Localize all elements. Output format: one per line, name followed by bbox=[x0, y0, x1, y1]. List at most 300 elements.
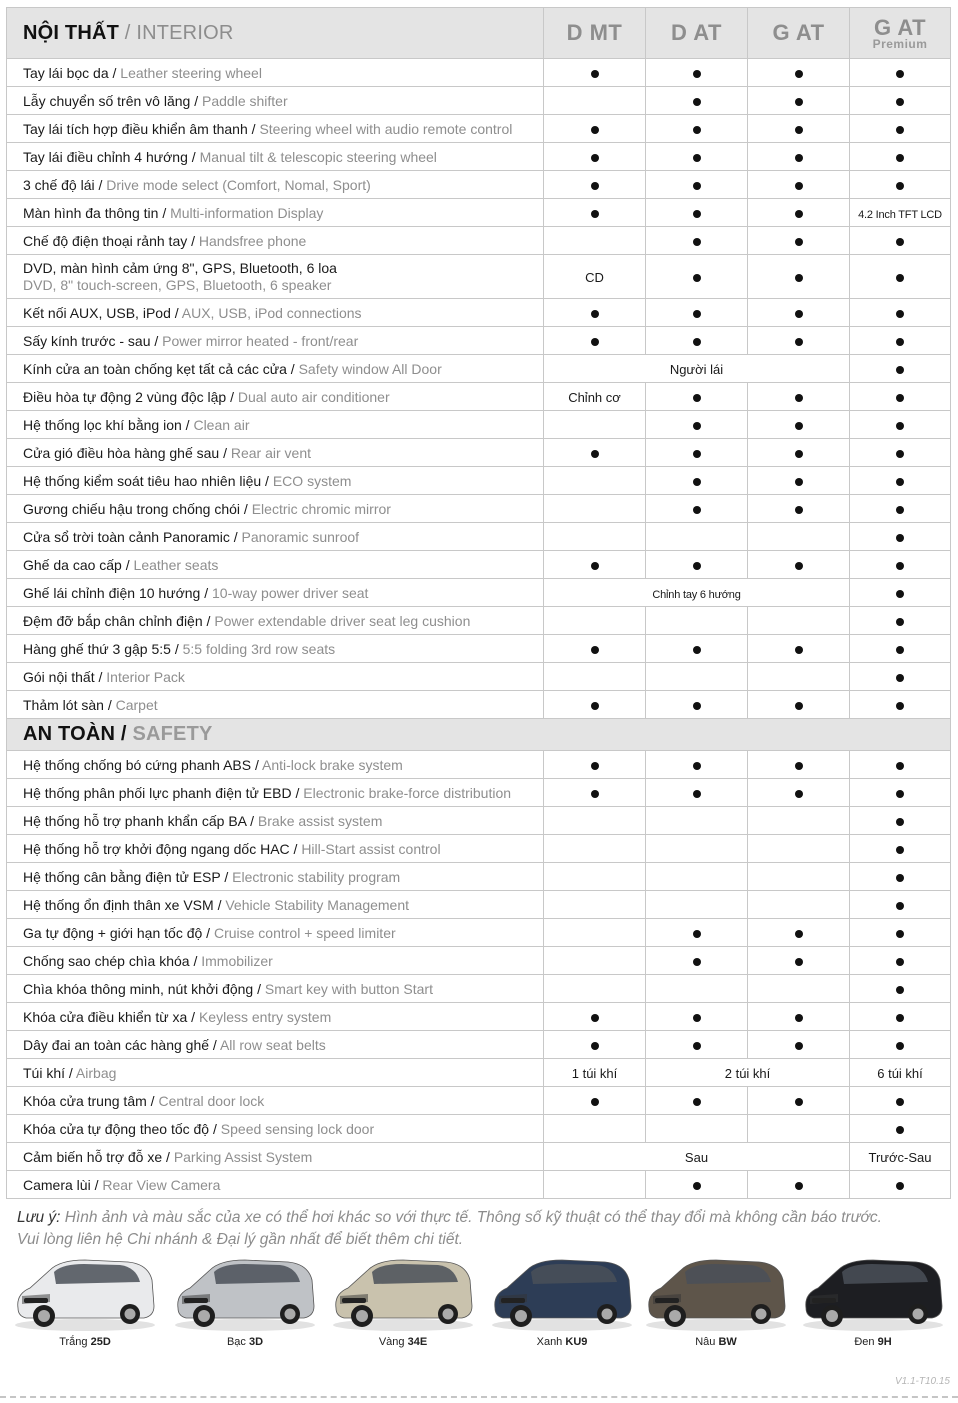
included-dot-icon bbox=[591, 646, 599, 654]
value-cell bbox=[544, 87, 646, 115]
value-cell bbox=[646, 1115, 748, 1143]
section-title-separator: / bbox=[115, 723, 133, 745]
variant-name: D AT bbox=[671, 20, 722, 45]
feature-name-en: All row seat belts bbox=[219, 1036, 326, 1053]
table-row bbox=[7, 1171, 951, 1199]
value-cell bbox=[850, 299, 951, 327]
feature-name-separator: / bbox=[94, 668, 107, 685]
feature-name bbox=[7, 255, 544, 299]
value-cell bbox=[646, 299, 748, 327]
value-cell bbox=[850, 551, 951, 579]
feature-name-en: Brake assist system bbox=[257, 812, 383, 829]
included-dot-icon bbox=[896, 902, 904, 910]
value-cell bbox=[646, 171, 748, 199]
included-dot-icon bbox=[591, 182, 599, 190]
feature-name-separator: / bbox=[162, 1148, 174, 1165]
included-dot-icon bbox=[795, 70, 803, 78]
included-dot-icon bbox=[693, 762, 701, 770]
feature-name bbox=[7, 975, 544, 1003]
value-cell bbox=[544, 115, 646, 143]
table-row bbox=[7, 835, 951, 863]
value-cell bbox=[544, 59, 646, 87]
value-cell bbox=[850, 1115, 951, 1143]
value-cell bbox=[748, 807, 850, 835]
table-row bbox=[7, 299, 951, 327]
feature-name bbox=[7, 1171, 544, 1199]
feature-name-vn: Tay lái bọc da bbox=[23, 64, 109, 81]
included-dot-icon bbox=[693, 506, 701, 514]
included-dot-icon bbox=[693, 1014, 701, 1022]
value-cell bbox=[544, 299, 646, 327]
feature-name bbox=[7, 663, 544, 691]
value-cell bbox=[544, 579, 850, 607]
value-cell bbox=[748, 327, 850, 355]
feature-name-en: Electronic brake-force distribution bbox=[303, 784, 512, 801]
value-cell bbox=[850, 171, 951, 199]
feature-name bbox=[7, 171, 544, 199]
value-cell bbox=[646, 975, 748, 1003]
included-dot-icon bbox=[693, 702, 701, 710]
car-image bbox=[10, 1250, 160, 1334]
included-dot-icon bbox=[795, 478, 803, 486]
value-cell bbox=[544, 327, 646, 355]
value-cell bbox=[544, 1143, 850, 1171]
feature-name-en: Cruise control + speed limiter bbox=[213, 924, 396, 941]
car-image bbox=[798, 1250, 948, 1334]
value-cell bbox=[850, 1003, 951, 1031]
value-cell bbox=[646, 551, 748, 579]
value-text: CD bbox=[585, 269, 604, 285]
color-option-1 bbox=[10, 1250, 160, 1350]
included-dot-icon bbox=[896, 450, 904, 458]
value-cell bbox=[544, 1059, 646, 1087]
value-cell bbox=[646, 919, 748, 947]
included-dot-icon bbox=[896, 618, 904, 626]
value-cell bbox=[850, 835, 951, 863]
feature-name-separator: / bbox=[219, 444, 231, 461]
feature-name-separator: / bbox=[202, 924, 214, 941]
table-row bbox=[7, 87, 951, 115]
table-row bbox=[7, 1031, 951, 1059]
variant-name: G AT bbox=[772, 20, 825, 45]
feature-name-separator: / bbox=[103, 696, 116, 713]
value-cell bbox=[544, 1171, 646, 1199]
feature-name-separator: / bbox=[189, 952, 202, 969]
table-row bbox=[7, 579, 951, 607]
color-option-6 bbox=[798, 1250, 948, 1350]
value-text: Chỉnh tay 6 hướng bbox=[652, 588, 741, 601]
feature-name-separator: / bbox=[170, 640, 183, 657]
section-title-vn: NỘI THẤT bbox=[23, 21, 120, 44]
value-cell bbox=[748, 227, 850, 255]
value-cell bbox=[646, 523, 748, 551]
value-cell bbox=[748, 411, 850, 439]
included-dot-icon bbox=[591, 338, 599, 346]
feature-name-vn: Kính cửa an toàn chống kẹt tất cả các cửa bbox=[23, 360, 287, 377]
feature-name-en: Immobilizer bbox=[201, 952, 273, 969]
table-row bbox=[7, 59, 951, 87]
table-row bbox=[7, 1059, 951, 1087]
included-dot-icon bbox=[795, 450, 803, 458]
feature-name-vn: Chìa khóa thông minh, nút khởi động bbox=[23, 980, 254, 997]
included-dot-icon bbox=[795, 1042, 803, 1050]
included-dot-icon bbox=[896, 590, 904, 598]
included-dot-icon bbox=[693, 338, 701, 346]
value-cell bbox=[544, 691, 646, 719]
feature-name-separator: / bbox=[187, 232, 199, 249]
included-dot-icon bbox=[693, 154, 701, 162]
value-cell bbox=[748, 863, 850, 891]
color-label bbox=[170, 1336, 320, 1348]
value-cell bbox=[850, 1059, 951, 1087]
feature-name-separator: / bbox=[261, 472, 273, 489]
feature-name-vn: Điều hòa tự động 2 vùng độc lập bbox=[23, 388, 227, 405]
value-cell bbox=[544, 1031, 646, 1059]
color-label bbox=[10, 1336, 160, 1348]
table-row bbox=[7, 691, 951, 719]
included-dot-icon bbox=[591, 1014, 599, 1022]
value-cell bbox=[544, 947, 646, 975]
feature-name-vn: Gói nội thất bbox=[23, 668, 95, 685]
feature-name-vn: Hệ thống chống bó cứng phanh ABS bbox=[23, 756, 252, 773]
color-label bbox=[641, 1336, 791, 1348]
section-header-2 bbox=[7, 719, 951, 751]
value-cell bbox=[850, 227, 951, 255]
feature-name-en: Electric chromic mirror bbox=[251, 500, 391, 517]
color-name: Trắng bbox=[59, 1336, 88, 1348]
value-cell bbox=[544, 807, 646, 835]
value-cell bbox=[646, 87, 748, 115]
included-dot-icon bbox=[591, 1042, 599, 1050]
included-dot-icon bbox=[896, 534, 904, 542]
included-dot-icon bbox=[693, 562, 701, 570]
feature-name bbox=[7, 1003, 544, 1031]
included-dot-icon bbox=[896, 986, 904, 994]
included-dot-icon bbox=[795, 338, 803, 346]
feature-name-separator: / bbox=[200, 584, 213, 601]
value-cell bbox=[544, 779, 646, 807]
feature-name-vn: Tay lái điều chỉnh 4 hướng bbox=[23, 148, 188, 165]
value-cell bbox=[748, 691, 850, 719]
table-row bbox=[7, 199, 951, 227]
value-cell bbox=[850, 919, 951, 947]
feature-name-en: Rear air vent bbox=[230, 444, 312, 461]
value-cell bbox=[748, 975, 850, 1003]
feature-name-en: Vehicle Stability Management bbox=[225, 896, 410, 913]
included-dot-icon bbox=[795, 394, 803, 402]
value-cell bbox=[850, 1031, 951, 1059]
feature-name-vn: Khóa cửa tự động theo tốc độ bbox=[23, 1120, 210, 1137]
color-name: Đen bbox=[854, 1336, 875, 1348]
table-row bbox=[7, 255, 951, 299]
feature-name-separator: / bbox=[65, 1064, 76, 1081]
feature-name-en: Multi-information Display bbox=[170, 204, 324, 221]
feature-name-vn: Hệ thống lọc khí bằng ion bbox=[23, 416, 182, 433]
feature-name-separator: / bbox=[150, 332, 163, 349]
table-row bbox=[7, 143, 951, 171]
included-dot-icon bbox=[795, 210, 803, 218]
value-cell bbox=[850, 467, 951, 495]
table-row bbox=[7, 1143, 951, 1171]
feature-name-en: Electronic stability program bbox=[232, 868, 401, 885]
included-dot-icon bbox=[795, 98, 803, 106]
value-cell bbox=[850, 255, 951, 299]
color-name: Bạc bbox=[226, 1336, 246, 1348]
feature-name-en: Power extendable driver seat leg cushion bbox=[214, 612, 471, 629]
included-dot-icon bbox=[896, 274, 904, 282]
version-code: V1.1-T10.15 bbox=[894, 1376, 950, 1387]
included-dot-icon bbox=[795, 182, 803, 190]
included-dot-icon bbox=[795, 762, 803, 770]
value-cell bbox=[748, 1031, 850, 1059]
value-cell bbox=[748, 551, 850, 579]
included-dot-icon bbox=[693, 646, 701, 654]
table-row bbox=[7, 115, 951, 143]
value-cell bbox=[646, 1031, 748, 1059]
included-dot-icon bbox=[896, 1182, 904, 1190]
included-dot-icon bbox=[693, 238, 701, 246]
feature-name-vn: Hệ thống kiểm soát tiêu hao nhiên liệu bbox=[23, 472, 262, 489]
feature-name bbox=[7, 411, 544, 439]
car-image bbox=[641, 1250, 791, 1334]
value-cell bbox=[850, 383, 951, 411]
table-row bbox=[7, 523, 951, 551]
included-dot-icon bbox=[896, 478, 904, 486]
included-dot-icon bbox=[693, 182, 701, 190]
feature-name bbox=[7, 355, 544, 383]
included-dot-icon bbox=[896, 238, 904, 246]
variant-header-1 bbox=[544, 8, 646, 59]
feature-name-separator: / bbox=[209, 1036, 220, 1053]
included-dot-icon bbox=[591, 70, 599, 78]
feature-name-separator: / bbox=[187, 1008, 199, 1025]
value-cell bbox=[748, 87, 850, 115]
variant-name: D MT bbox=[566, 20, 623, 45]
feature-name bbox=[7, 579, 544, 607]
feature-name bbox=[7, 523, 544, 551]
value-cell bbox=[850, 607, 951, 635]
table-row bbox=[7, 779, 951, 807]
feature-name-separator: / bbox=[226, 388, 238, 405]
included-dot-icon bbox=[896, 1098, 904, 1106]
color-option-5 bbox=[641, 1250, 791, 1350]
value-cell bbox=[850, 87, 951, 115]
included-dot-icon bbox=[896, 126, 904, 134]
disclaimer-note bbox=[17, 1207, 947, 1251]
feature-name-vn: Lẫy chuyển số trên vô lăng bbox=[23, 92, 191, 109]
feature-name-separator: / bbox=[291, 784, 304, 801]
dashed-divider bbox=[0, 1396, 958, 1398]
section-title bbox=[7, 22, 543, 45]
included-dot-icon bbox=[896, 818, 904, 826]
color-label bbox=[798, 1336, 948, 1348]
feature-name-en: Paddle shifter bbox=[202, 92, 288, 109]
included-dot-icon bbox=[693, 1042, 701, 1050]
value-cell bbox=[544, 751, 646, 779]
feature-name-separator: / bbox=[251, 756, 263, 773]
value-cell bbox=[646, 59, 748, 87]
value-cell bbox=[646, 863, 748, 891]
value-cell bbox=[646, 779, 748, 807]
included-dot-icon bbox=[896, 310, 904, 318]
feature-name bbox=[7, 299, 544, 327]
feature-name bbox=[7, 779, 544, 807]
feature-name-separator: / bbox=[213, 896, 226, 913]
included-dot-icon bbox=[795, 958, 803, 966]
feature-name-vn: Tay lái tích hợp điều khiển âm thanh bbox=[23, 120, 248, 137]
feature-name bbox=[7, 863, 544, 891]
value-cell bbox=[646, 891, 748, 919]
value-cell bbox=[646, 411, 748, 439]
variant-header-2 bbox=[646, 8, 748, 59]
included-dot-icon bbox=[896, 1042, 904, 1050]
value-cell bbox=[748, 663, 850, 691]
feature-name-en: DVD, 8" touch-screen, GPS, Bluetooth, 6 speaker bbox=[23, 277, 332, 293]
feature-name-vn: Khóa cửa điều khiển từ xa bbox=[23, 1008, 188, 1025]
feature-name bbox=[7, 1115, 544, 1143]
feature-name bbox=[7, 327, 544, 355]
feature-name-vn: Dây đai an toàn các hàng ghế bbox=[23, 1036, 210, 1053]
value-cell bbox=[748, 891, 850, 919]
feature-name-separator: / bbox=[94, 176, 107, 193]
value-cell bbox=[646, 1003, 748, 1031]
color-name: Xanh bbox=[536, 1336, 563, 1348]
feature-name bbox=[7, 607, 544, 635]
note-line-1: Hình ảnh và màu sắc của xe có thể hơi khác so với thực tế. Thông số kỹ thuật có thể thay đổi mà không cần báo trước. bbox=[64, 1209, 882, 1226]
included-dot-icon bbox=[896, 562, 904, 570]
value-cell bbox=[748, 1115, 850, 1143]
value-cell bbox=[544, 635, 646, 663]
feature-name-en: Clean air bbox=[193, 416, 250, 433]
feature-name-separator: / bbox=[190, 92, 203, 109]
table-row bbox=[7, 919, 951, 947]
value-cell bbox=[748, 751, 850, 779]
value-cell bbox=[748, 947, 850, 975]
table-row bbox=[7, 1087, 951, 1115]
value-cell bbox=[646, 635, 748, 663]
value-cell bbox=[544, 439, 646, 467]
feature-name bbox=[7, 807, 544, 835]
feature-name-en: Safety window All Door bbox=[298, 360, 442, 377]
value-cell bbox=[850, 327, 951, 355]
feature-name-en: Leather steering wheel bbox=[120, 64, 262, 81]
table-row bbox=[7, 607, 951, 635]
table-row bbox=[7, 863, 951, 891]
table-row bbox=[7, 551, 951, 579]
value-cell bbox=[544, 1003, 646, 1031]
feature-name-separator: / bbox=[209, 1120, 221, 1137]
feature-name-separator: / bbox=[229, 528, 242, 545]
feature-name-vn: Cảm biến hỗ trợ đỗ xe bbox=[23, 1148, 163, 1165]
included-dot-icon bbox=[591, 126, 599, 134]
color-label bbox=[487, 1336, 637, 1348]
car-image bbox=[170, 1250, 320, 1334]
feature-name-separator: / bbox=[202, 612, 215, 629]
feature-name-separator: / bbox=[286, 360, 299, 377]
value-cell bbox=[646, 1171, 748, 1199]
feature-name-en: Manual tilt & telescopic steering wheel bbox=[199, 148, 437, 165]
value-cell bbox=[544, 355, 850, 383]
value-cell bbox=[646, 143, 748, 171]
car-image bbox=[328, 1250, 478, 1334]
value-cell bbox=[748, 199, 850, 227]
feature-name-vn: Thảm lót sàn bbox=[23, 696, 104, 713]
included-dot-icon bbox=[795, 702, 803, 710]
spec-table bbox=[6, 7, 951, 1199]
included-dot-icon bbox=[896, 1126, 904, 1134]
value-cell bbox=[544, 411, 646, 439]
value-cell bbox=[646, 199, 748, 227]
feature-name-vn: Kết nối AUX, USB, iPod bbox=[23, 304, 171, 321]
included-dot-icon bbox=[693, 478, 701, 486]
feature-name-vn: Hệ thống phân phối lực phanh điện tử EBD bbox=[23, 784, 292, 801]
value-cell bbox=[544, 891, 646, 919]
included-dot-icon bbox=[795, 1014, 803, 1022]
feature-name-en: Rear View Camera bbox=[102, 1176, 221, 1193]
feature-name bbox=[7, 947, 544, 975]
value-text: 2 túi khí bbox=[724, 1065, 771, 1081]
color-option-4 bbox=[487, 1250, 637, 1350]
feature-name-separator: / bbox=[170, 304, 182, 321]
feature-name bbox=[7, 919, 544, 947]
feature-name-en: Panoramic sunroof bbox=[241, 528, 360, 545]
table-row bbox=[7, 227, 951, 255]
included-dot-icon bbox=[896, 762, 904, 770]
value-cell bbox=[544, 523, 646, 551]
color-code: 3D bbox=[248, 1336, 264, 1348]
included-dot-icon bbox=[795, 154, 803, 162]
value-text: Trước-Sau bbox=[868, 1149, 932, 1165]
included-dot-icon bbox=[795, 310, 803, 318]
section-title-separator: / bbox=[119, 21, 137, 44]
feature-name-vn: Ghế lái chỉnh điện 10 hướng bbox=[23, 584, 201, 601]
included-dot-icon bbox=[896, 674, 904, 682]
color-options bbox=[0, 1250, 958, 1360]
included-dot-icon bbox=[795, 274, 803, 282]
included-dot-icon bbox=[591, 762, 599, 770]
feature-name-en: Leather seats bbox=[133, 556, 219, 573]
value-cell bbox=[850, 751, 951, 779]
value-text: 6 túi khí bbox=[877, 1065, 923, 1081]
feature-name-separator: / bbox=[247, 120, 260, 137]
feature-name bbox=[7, 87, 544, 115]
value-cell bbox=[748, 1087, 850, 1115]
note-label: Lưu ý: bbox=[17, 1209, 61, 1226]
value-cell bbox=[748, 299, 850, 327]
feature-name-en: 5:5 folding 3rd row seats bbox=[182, 640, 336, 657]
value-cell bbox=[646, 835, 748, 863]
included-dot-icon bbox=[591, 450, 599, 458]
feature-name-vn: Sấy kính trước - sau bbox=[23, 332, 151, 349]
spec-sheet bbox=[6, 7, 950, 1199]
value-cell bbox=[748, 383, 850, 411]
feature-name-separator: / bbox=[220, 868, 233, 885]
value-cell bbox=[748, 439, 850, 467]
included-dot-icon bbox=[896, 874, 904, 882]
feature-name-vn: Ga tự động + giới hạn tốc độ bbox=[23, 924, 203, 941]
value-cell bbox=[646, 807, 748, 835]
value-cell bbox=[544, 863, 646, 891]
feature-name-vn: Cửa sổ trời toàn cảnh Panoramic bbox=[23, 528, 230, 545]
value-cell bbox=[544, 551, 646, 579]
color-name: Vàng bbox=[378, 1336, 405, 1348]
value-cell bbox=[850, 355, 951, 383]
table-row bbox=[7, 663, 951, 691]
feature-name-en: AUX, USB, iPod connections bbox=[181, 304, 362, 321]
value-cell bbox=[646, 327, 748, 355]
feature-name-en: Anti-lock brake system bbox=[262, 756, 403, 773]
color-option-3 bbox=[328, 1250, 478, 1350]
